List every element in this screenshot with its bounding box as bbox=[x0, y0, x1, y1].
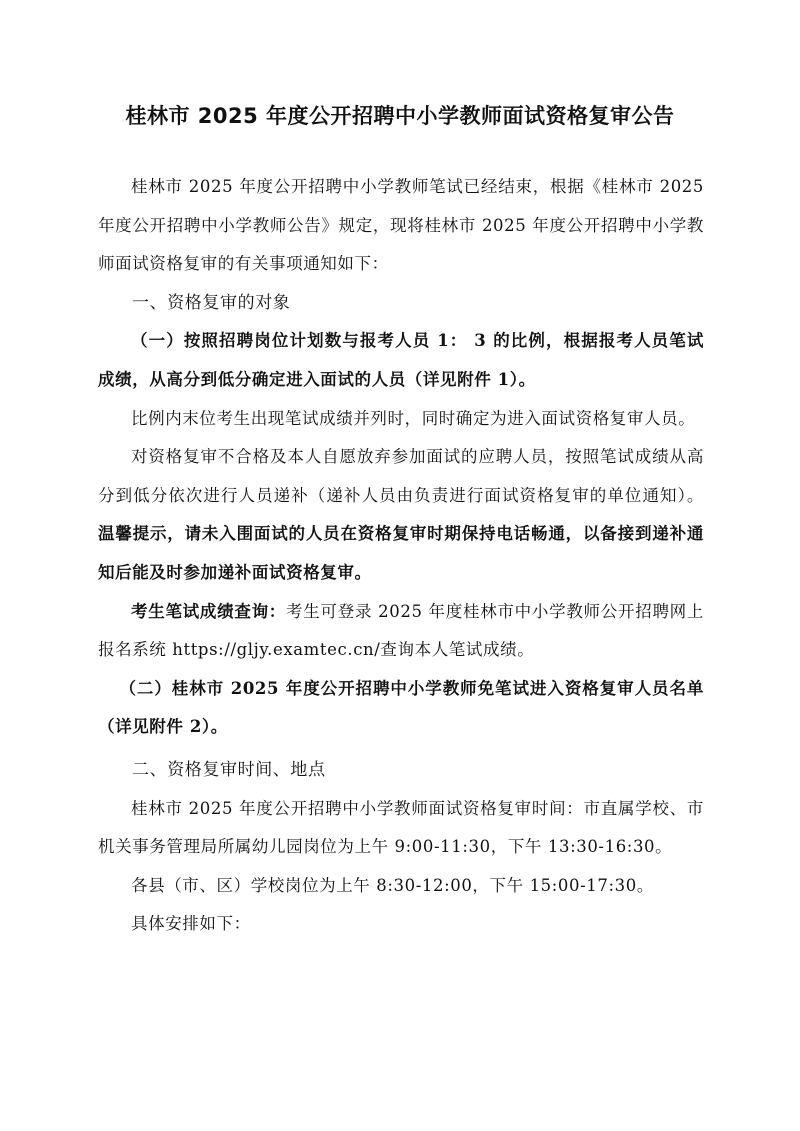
time-county-paragraph: 各县（市、区）学校岗位为上午 8:30-12:00，下午 15:00-17:30。 bbox=[131, 875, 654, 895]
score-query-text: 考生可登录 2025 年度桂林市中小学教师公开招聘网上报名系统 https://gljy.examtec.cn/查询本人笔试成绩。 bbox=[98, 601, 704, 660]
intro-paragraph: 桂林市 2025 年度公开招聘中小学教师笔试已经结束，根据《桂林市 2025 年度公开招聘中小学教师公告》规定，现将桂林市 2025 年度公开招聘中小学教师面试资格复审的有关事项通知如下： bbox=[98, 177, 704, 274]
tie-rule-paragraph: 比例内末位考生出现笔试成绩并列时，同时确定为进入面试资格复审人员。 bbox=[131, 408, 696, 428]
arrangement-paragraph: 具体安排如下： bbox=[131, 914, 251, 934]
score-query-label: 考生笔试成绩查询： bbox=[131, 601, 287, 621]
document-body bbox=[98, 168, 704, 944]
warning-text: 温馨提示，请未入围面试的人员在资格复审时期保持电话畅通，以备接到递补通知后能及时参加递补面试资格复审。 bbox=[98, 524, 704, 582]
replacement-text: 对资格复审不合格及本人自愿放弃参加面试的应聘人员，按照笔试成绩从高分到低分依次进行人员递补（递补人员由负责进行面试资格复审的单位通知）。 bbox=[98, 447, 704, 505]
score-query-paragraph bbox=[98, 593, 704, 670]
replacement-paragraph bbox=[98, 438, 704, 592]
section-1-heading: 一、资格复审的对象 bbox=[132, 292, 291, 313]
section-2-heading: 二、资格复审时间、地点 bbox=[132, 759, 326, 780]
time-city-paragraph: 桂林市 2025 年度公开招聘中小学教师面试资格复审时间：市直属学校、市机关事务管理局所属幼儿园岗位为上午 9:00-11:30，下午 13:30-16:30。 bbox=[98, 798, 704, 857]
item-1-paragraph: （一）按照招聘岗位计划数与报考人员 1： 3 的比例，根据报考人员笔试成绩，从高分到低分确定进入面试的人员（详见附件 1）。 bbox=[98, 331, 704, 389]
item-2-paragraph: （二）桂林市 2025 年度公开招聘中小学教师免笔试进入资格复审人员名单（详见附件 2）。 bbox=[98, 678, 704, 737]
document-title: 桂林市 2025 年度公开招聘中小学教师面试资格复审公告 bbox=[125, 104, 675, 128]
